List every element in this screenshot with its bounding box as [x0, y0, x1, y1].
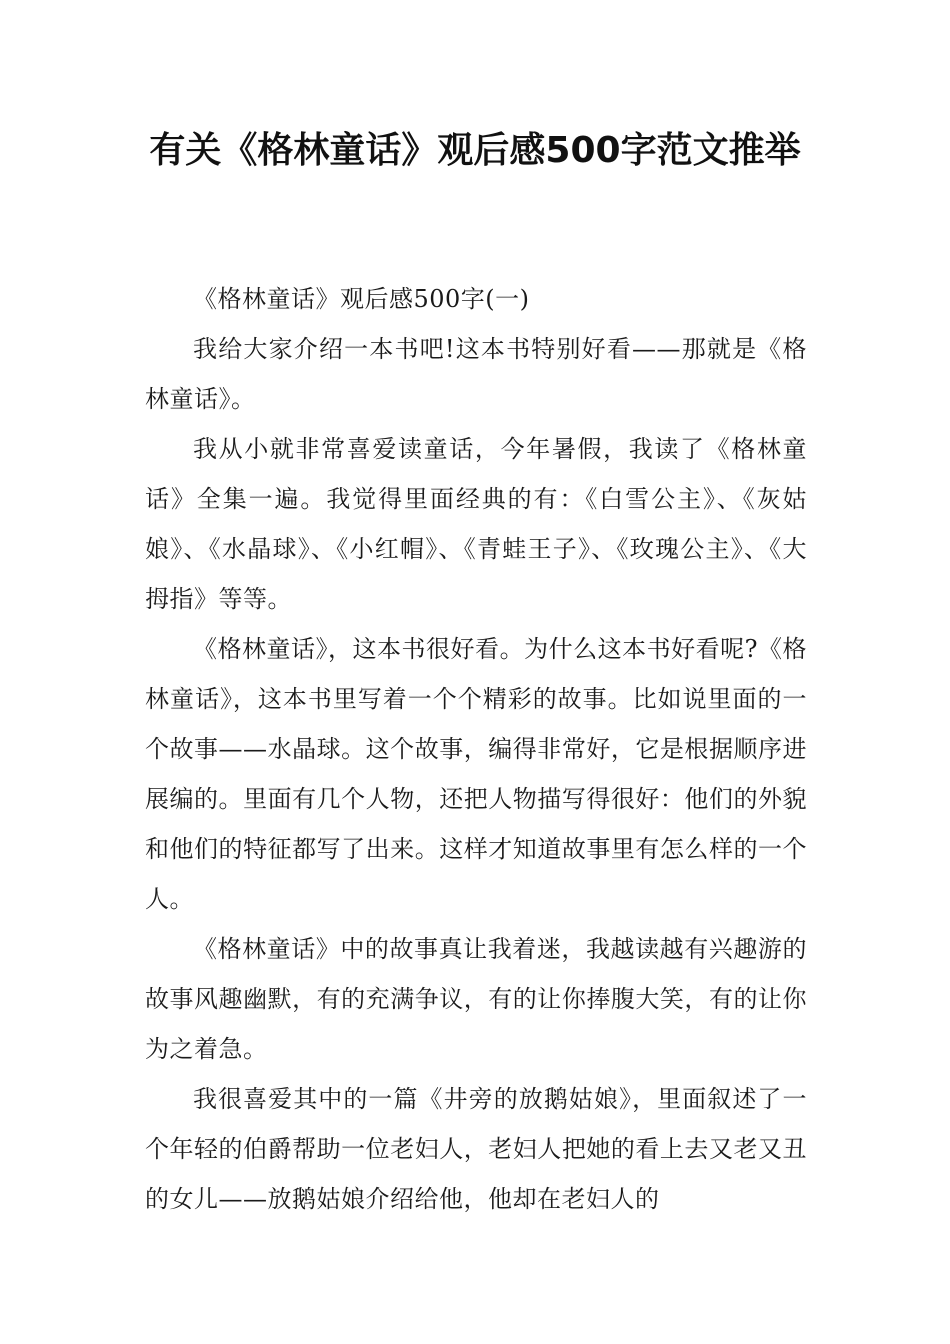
document-body	[145, 274, 807, 1224]
paragraph-1: 我给大家介绍一本书吧!这本书特别好看——那就是《格林童话》。	[145, 335, 807, 413]
paragraph-4: 《格林童话》中的故事真让我着迷，我越读越有兴趣游的故事风趣幽默，有的充满争议，有的让你捧腹大笑，有的让你为之着急。	[145, 935, 807, 1063]
paragraph-2: 我从小就非常喜爱读童话，今年暑假，我读了《格林童话》全集一遍。我觉得里面经典的有：《白雪公主》、《灰姑娘》、《水晶球》、《小红帽》、《青蛙王子》、《玫瑰公主》、《大拇指》等等。	[145, 435, 807, 613]
paragraph-3: 《格林童话》，这本书很好看。为什么这本书好看呢?《格林童话》，这本书里写着一个个精彩的故事。比如说里面的一个故事——水晶球。这个故事，编得非常好，它是根据顺序进展编的。里面有几个人物，还把人物描写得很好：他们的外貌和他们的特征都写了出来。这样才知道故事里有怎么样的一个人。	[145, 635, 807, 913]
paragraph-5: 我很喜爱其中的一篇《井旁的放鹅姑娘》，里面叙述了一个年轻的伯爵帮助一位老妇人，老妇人把她的看上去又老又丑的女儿——放鹅姑娘介绍给他，他却在老妇人的	[145, 1085, 807, 1213]
section-heading: 《格林童话》观后感500字(一)	[193, 285, 530, 313]
document-title: 有关《格林童话》观后感500字范文推举	[149, 130, 801, 171]
